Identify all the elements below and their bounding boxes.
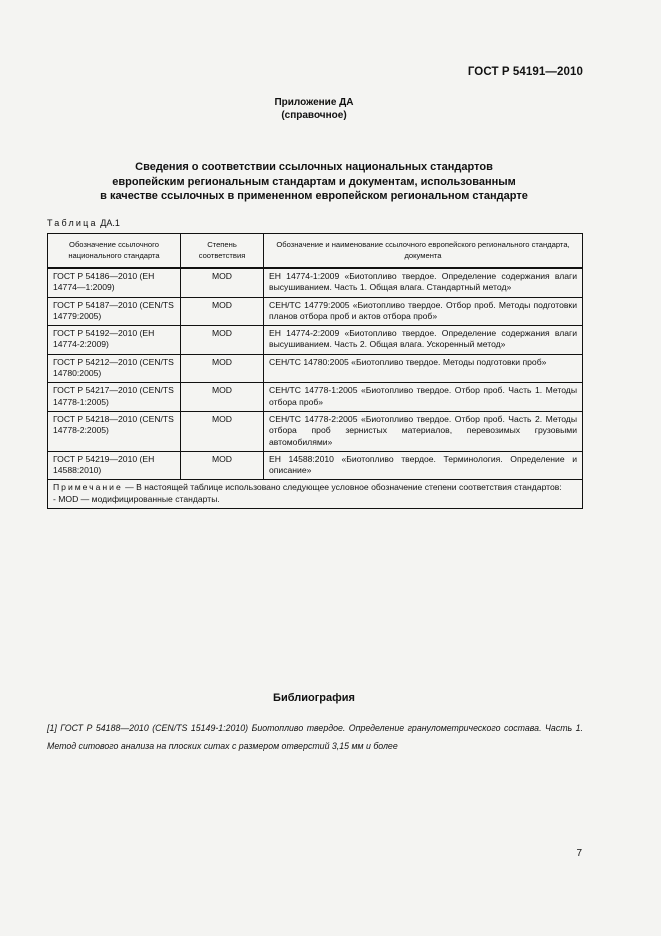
degree-cell: MOD	[181, 268, 264, 297]
degree-cell: MOD	[181, 411, 264, 451]
degree-cell: MOD	[181, 451, 264, 480]
degree-cell: MOD	[181, 326, 264, 355]
note-text: — В настоящей таблице использовано следующее условное обозначение степени соответствия стандартов:	[122, 482, 562, 493]
european-standard-cell: ЕН 14588:2010 «Биотопливо твердое. Терминология. Определение и описание»	[264, 451, 583, 480]
table-header-row	[48, 234, 583, 269]
national-standard-cell: ГОСТ Р 54187—2010 (CEN/TS 14779:2005)	[48, 297, 181, 326]
page-number: 7	[576, 848, 582, 859]
bibliography-item: [1] ГОСТ Р 54188—2010 (CEN/TS 15149-1:2010) Биотопливо твердое. Определение гранулометрического состава. Часть 1. Метод ситового анализа на плоских ситах с размером отверстий 3,15 мм и более	[47, 723, 583, 751]
degree-cell: MOD	[181, 297, 264, 326]
note-line-2: - MOD — модифицированные стандарты.	[53, 493, 220, 504]
european-standard-cell: CEH/TC 14778-2:2005 «Биотопливо твердое. Отбор проб. Часть 2. Методы отбора проб зернистых материалов, перевозимых грузовыми автомобилями»	[264, 411, 583, 451]
note-label: Примечание	[53, 482, 123, 493]
table-row	[48, 268, 583, 297]
national-standard-cell: ГОСТ Р 54219—2010 (ЕН 14588:2010)	[48, 451, 181, 480]
section-title-line-3: в качестве ссылочных в примененном европейском региональном стандарте	[100, 190, 528, 202]
appendix-heading	[0, 96, 628, 122]
degree-cell: MOD	[181, 354, 264, 383]
section-title-line-2: европейским региональным стандартам и документам, использованным	[112, 175, 516, 188]
european-standard-cell: ЕН 14774-2:2009 «Биотопливо твердое. Определение содержания влаги высушиванием. Часть 2. Общая влага. Ускоренный метод»	[264, 326, 583, 355]
table-row	[48, 383, 583, 412]
table-row	[48, 297, 583, 326]
national-standard-cell: ГОСТ Р 54218—2010 (CEN/TS 14778-2:2005)	[48, 411, 181, 451]
european-standard-cell: CEH/TC 14779:2005 «Биотопливо твердое. Отбор проб. Методы подготовки планов отбора проб и актов отбора проб»	[264, 297, 583, 326]
bibliography-title: Библиография	[273, 692, 355, 704]
european-standard-cell: CEH/TC 14780:2005 «Биотопливо твердое. Методы подготовки проб»	[264, 354, 583, 383]
table-note-row	[48, 480, 583, 509]
european-standard-cell: ЕН 14774-1:2009 «Биотопливо твердое. Определение содержания влаги высушиванием. Часть 1. Общая влага. Стандартный метод»	[264, 268, 583, 297]
appendix-title: Приложение ДА	[274, 97, 354, 108]
table-row	[48, 326, 583, 355]
section-title-line-1: Сведения о соответствии ссылочных национальных стандартов	[135, 161, 493, 173]
header-national-standard: Обозначение ссылочного национального стандарта	[48, 234, 181, 269]
table-row	[48, 411, 583, 451]
table-caption-number: ДА.1	[100, 218, 120, 228]
header-european-standard: Обозначение и наименование ссылочного европейского регионального стандарта, документа	[264, 234, 583, 269]
degree-cell: MOD	[181, 383, 264, 412]
header-degree: Степень соответствия	[181, 234, 264, 269]
national-standard-cell: ГОСТ Р 54192—2010 (ЕН 14774-2:2009)	[48, 326, 181, 355]
table-caption	[47, 218, 120, 228]
standards-table	[47, 233, 583, 509]
national-standard-cell: ГОСТ Р 54212—2010 (CEN/TS 14780:2005)	[48, 354, 181, 383]
document-code: ГОСТ Р 54191—2010	[467, 66, 583, 78]
section-title	[0, 160, 628, 204]
european-standard-cell: CEH/TC 14778-1:2005 «Биотопливо твердое. Отбор проб. Часть 1. Методы отбора проб»	[264, 383, 583, 412]
table-row	[48, 354, 583, 383]
appendix-subtitle: (справочное)	[281, 110, 347, 121]
table-note	[48, 480, 583, 509]
national-standard-cell: ГОСТ Р 54217—2010 (CEN/TS 14778-1:2005)	[48, 383, 181, 412]
national-standard-cell: ГОСТ Р 54186—2010 (ЕН 14774—1:2009)	[48, 268, 181, 297]
table-row	[48, 451, 583, 480]
table-caption-prefix: Таблица	[47, 218, 98, 228]
